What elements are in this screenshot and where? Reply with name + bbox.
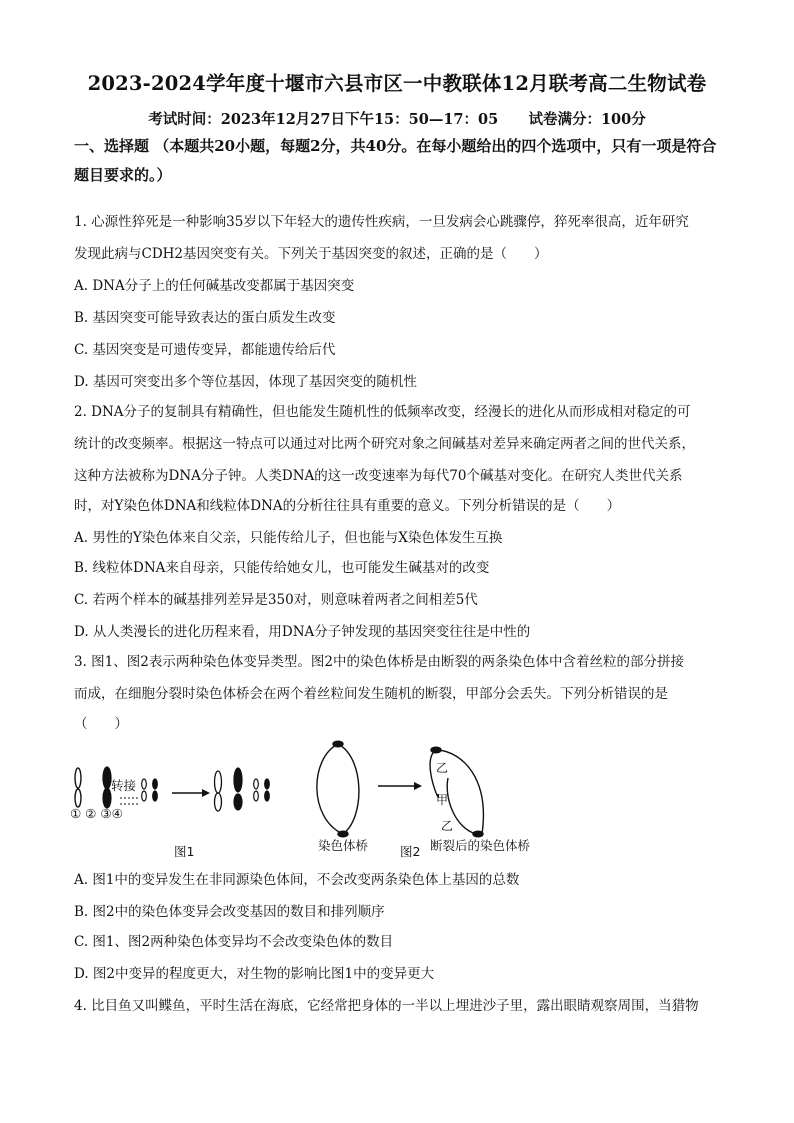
arrow-right-icon — [378, 782, 422, 790]
chromosome-2-icon — [103, 767, 111, 808]
chromosome-1-icon — [75, 768, 81, 807]
q2-option-d: D. 从人类漫长的进化历程来看，用DNA分子钟发现的基因突变往往是中性的 — [74, 624, 531, 640]
result-chromosome-2-icon — [234, 768, 242, 810]
q1-stem-line2: 发现此病与CDH2基因突变有关。下列关于基因突变的叙述，正确的是（ ） — [74, 246, 548, 262]
q3-option-b: B. 图2中的染色体变异会改变基因的数目和排列顺序 — [74, 904, 385, 920]
exam-title: 2023-2024学年度十堰市六县市区一中教联体12月联考高二生物试卷 — [87, 72, 707, 95]
figure-1-caption: 图1 — [174, 844, 195, 859]
q2-stem-line3: 这种方法被称为DNA分子钟。人类DNA的这一改变速率为每代70个碱基对变化。在研究人类世代关系 — [74, 468, 683, 484]
q2-option-c: C. 若两个样本的碱基排列差异是350对，则意味着两者之间相差5代 — [74, 592, 478, 608]
section-heading: 一、选择题 （本题共20小题，每题2分，共40分。在每小题给出的四个选项中，只有一项是符合题目要求的。） — [74, 137, 717, 184]
swap-arrows-icon — [120, 798, 138, 804]
q1-option-b: B. 基因突变可能导致表达的蛋白质发生改变 — [74, 310, 336, 326]
q3-option-d: D. 图2中变异的程度更大，对生物的影响比图1中的变异更大 — [74, 966, 435, 982]
exam-info: 考试时间：2023年12月27日下午15：50—17：05 试卷满分：100分 — [148, 111, 646, 128]
result-chromosome-1-icon — [215, 771, 222, 811]
q1-option-c: C. 基因突变是可遗传变异，都能遗传给后代 — [74, 342, 336, 358]
chromosome-3-icon — [142, 779, 147, 801]
q2-option-b: B. 线粒体DNA来自母亲，只能传给她女儿，也可能发生碱基对的改变 — [74, 560, 490, 576]
chromosome-number-labels: ① ② ③④ — [70, 806, 123, 821]
q3-stem-line1: 3. 图1、图2表示两种染色体变异类型。图2中的染色体桥是由断裂的两条染色体中含着丝粒的部分拼接 — [74, 654, 684, 670]
q3-option-a: A. 图1中的变异发生在非同源染色体间，不会改变两条染色体上基因的总数 — [74, 872, 520, 888]
fragment-yi-bottom-label: 乙 — [441, 819, 454, 833]
q1-stem-line1: 1. 心源性猝死是一种影响35岁以下年轻大的遗传性疾病，一旦发病会心跳骤停，猝死率很高，近年研究 — [74, 214, 689, 230]
chromosome-variation-figure — [60, 738, 560, 862]
chromosome-bridge-icon — [317, 741, 359, 837]
q2-option-a: A. 男性的Y染色体来自父亲，只能传给儿子，但也能与X染色体发生互换 — [74, 530, 503, 546]
q4-stem-line1: 4. 比目鱼又叫鲽鱼，平时生活在海底，它经常把身体的一半以上埋进沙子里，露出眼睛观察周围，当猎物 — [74, 998, 699, 1014]
figure-2-caption: 图2 — [400, 844, 421, 859]
q2-stem-line2: 统计的改变频率。根据这一特点可以通过对比两个研究对象之间碱基对差异来确定两者之间的世代关系， — [74, 436, 695, 452]
q1-option-d: D. 基因可突变出多个等位基因，体现了基因突变的随机性 — [74, 374, 417, 390]
q3-stem-line3: （ ） — [74, 716, 128, 732]
q3-stem-line2: 而成，在细胞分裂时染色体桥会在两个着丝粒间发生随机的断裂，甲部分会丢失。下列分析错误的是 — [74, 686, 668, 702]
chromosome-bridge-label: 染色体桥 — [318, 838, 369, 853]
q2-stem-line1: 2. DNA分子的复制具有精确性，但也能发生随机性的低频率改变，经漫长的进化从而形成相对稳定的可 — [74, 404, 691, 420]
swap-label: 转接 — [111, 778, 137, 793]
q3-option-c: C. 图1、图2两种染色体变异均不会改变染色体的数目 — [74, 934, 394, 950]
q2-stem-line4: 时，对Y染色体DNA和线粒体DNA的分析往往具有重要的意义。下列分析错误的是（ ） — [74, 498, 621, 514]
broken-bridge-label: 断裂后的染色体桥 — [430, 838, 531, 853]
result-chromosome-4-icon — [265, 779, 270, 801]
chromosome-4-icon — [153, 779, 158, 801]
result-chromosome-3-icon — [254, 779, 259, 801]
q1-option-a: A. DNA分子上的任何碱基改变都属于基因突变 — [74, 278, 355, 294]
fragment-yi-top-label: 乙 — [436, 761, 449, 775]
arrow-right-icon — [172, 789, 210, 797]
fragment-jia-label: 甲 — [436, 793, 449, 807]
